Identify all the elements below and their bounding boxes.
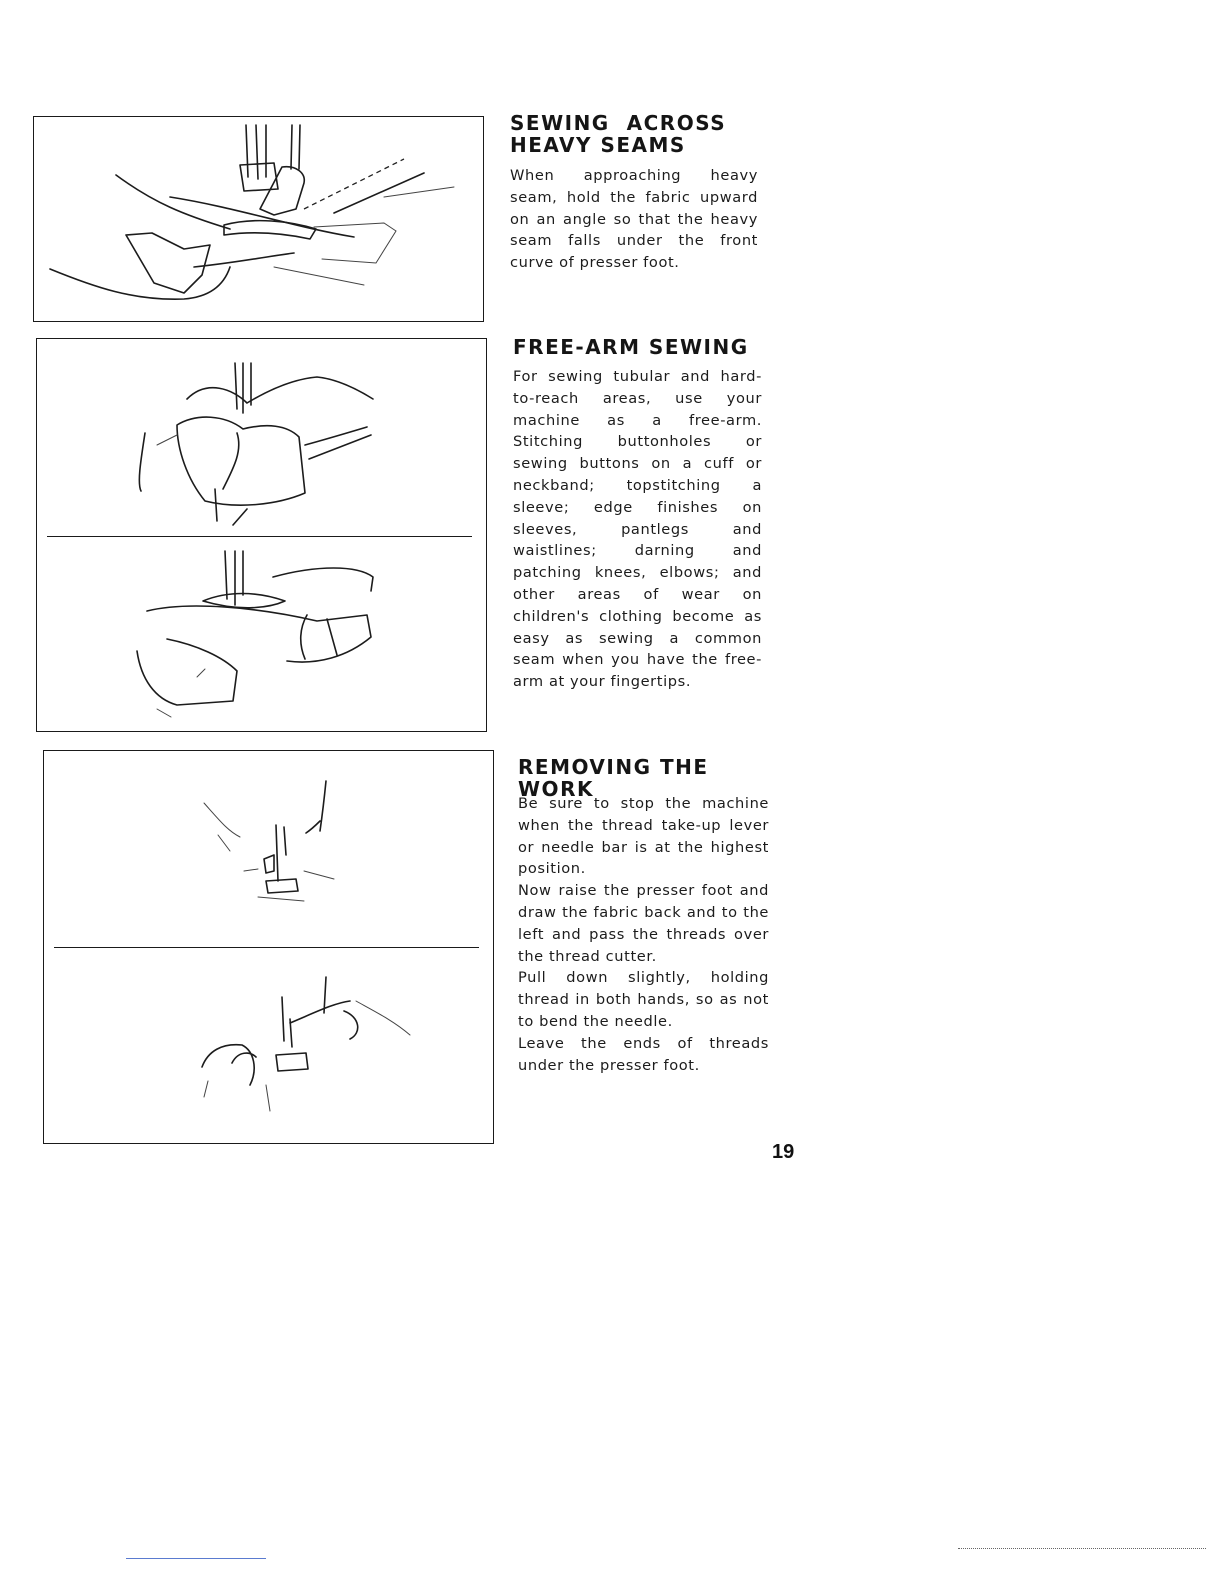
section-body-heavy-seams: When approaching heavy seam, hold the fabric upward on an angle so that the heavy seam falls under the front curve of presser foot. [510, 167, 758, 272]
section-body-removing-work [518, 793, 769, 1076]
section-title-heavy-seams: SEWING ACROSS HEAVY SEAMS [510, 111, 735, 157]
removing-work-illustration [44, 751, 495, 1145]
scan-edge-line [126, 1558, 266, 1559]
panel-divider [54, 947, 479, 948]
panel-divider [47, 536, 472, 537]
scan-edge-line [958, 1548, 1206, 1549]
illustration-free-arm-panel [36, 338, 487, 732]
paragraph: Be sure to stop the machine when the thread take-up lever or needle bar is at the highest position. [518, 795, 769, 878]
illustration-removing-work-panel [43, 750, 494, 1144]
illustration-heavy-seam-panel [33, 116, 484, 322]
paragraph: Pull down slightly, holding thread in both hands, so as not to bend the needle. [518, 969, 769, 1030]
section-title-removing-work: REMOVING THE WORK [518, 755, 709, 801]
paragraph: Now raise the presser foot and draw the fabric back and to the left and pass the threads over the thread cutter. [518, 882, 769, 965]
page-number: 19 [772, 1141, 795, 1163]
paragraph: Leave the ends of threads under the presser foot. [518, 1034, 769, 1074]
heavy-seam-illustration [34, 117, 485, 323]
section-body-free-arm: For sewing tubular and hard-to-reach areas, use your machine as a free-arm. Stitching buttonholes or sewing buttons on a cuff or neckband; topstitching a sleeve; edge finishes on sleeves, pantlegs and waistlines; darning and patching knees, elbows; and other areas of wear on children's clothing become as easy as sewing a common seam when you have the free-arm at your fingertips. [513, 368, 762, 691]
section-title-free-arm: FREE-ARM SEWING [513, 335, 749, 359]
